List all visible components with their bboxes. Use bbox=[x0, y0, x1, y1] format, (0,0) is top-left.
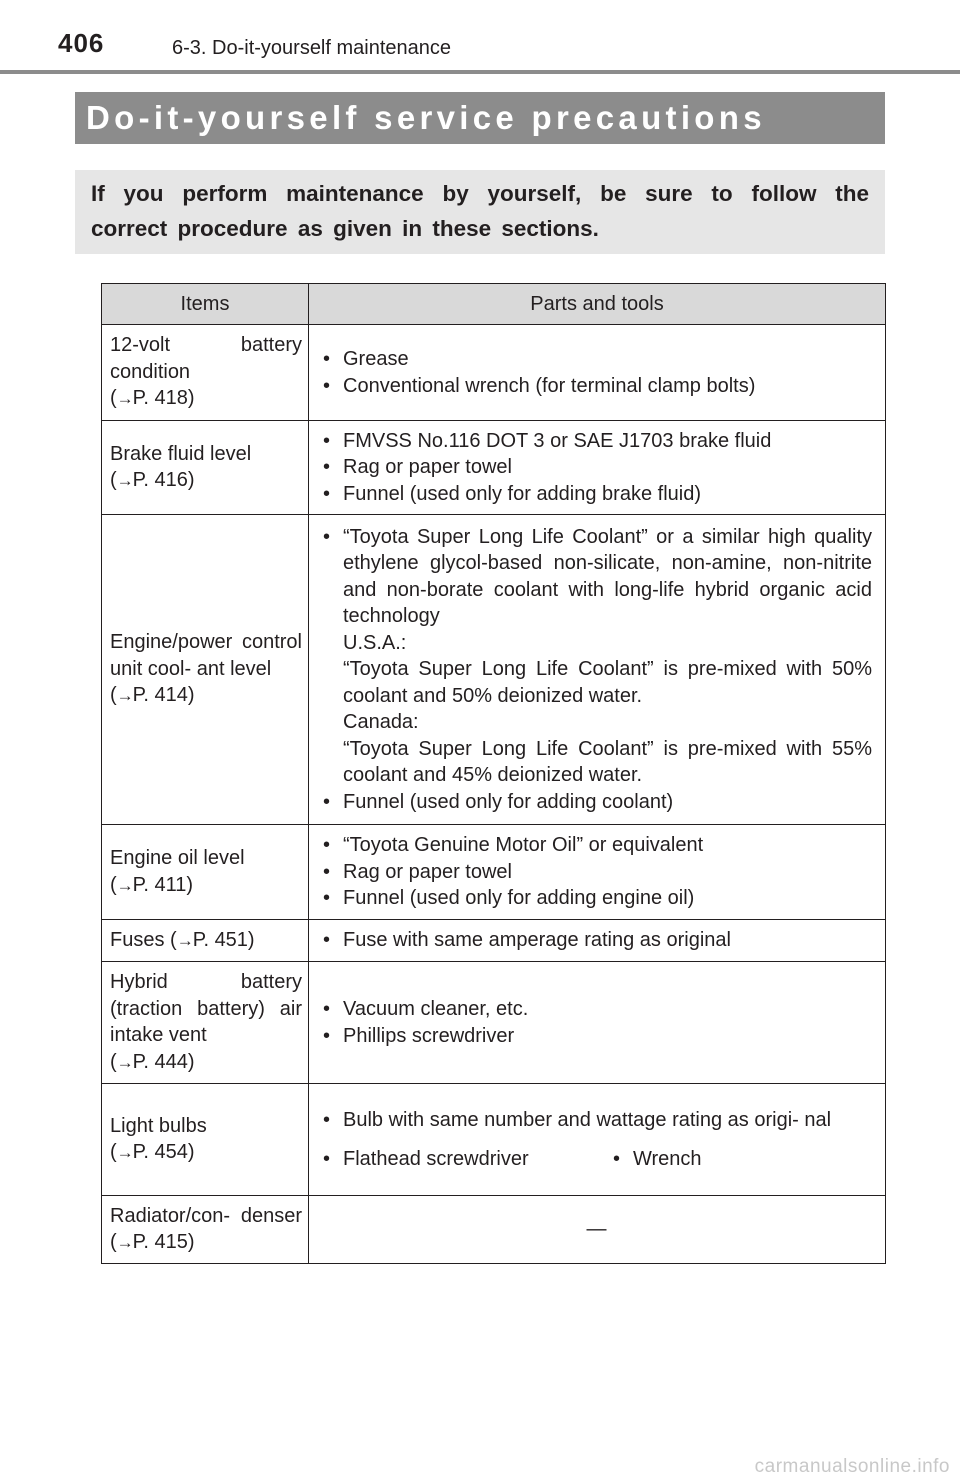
tool-item: • Rag or paper towel bbox=[321, 859, 872, 886]
tool-item: • FMVSS No.116 DOT 3 or SAE J1703 brake fluid bbox=[321, 428, 872, 455]
table-row bbox=[102, 825, 886, 920]
tools-cell bbox=[309, 920, 886, 962]
item-page-ref[interactable]: P. 415) bbox=[132, 1231, 195, 1253]
item-page-ref[interactable]: P. 418) bbox=[132, 387, 195, 410]
tool-subitem: U.S.A.: bbox=[343, 631, 407, 654]
item-name: Brake fluid level bbox=[110, 442, 252, 465]
tools-cell bbox=[309, 1196, 886, 1264]
parts-tools-table bbox=[101, 283, 886, 1264]
tool-item: • Funnel (used only for adding coolant) bbox=[321, 789, 872, 816]
tool-item: • Wrench bbox=[611, 1146, 702, 1173]
tool-subitem: “Toyota Super Long Life Coolant” is pre-mixed with 50% coolant and 50% deionized water. bbox=[343, 658, 872, 707]
item-cell bbox=[102, 1196, 309, 1264]
arrow-right-icon: → bbox=[116, 389, 134, 409]
item-page-ref[interactable]: P. 444) bbox=[132, 1050, 195, 1073]
intro-text: If you perform maintenance by yourself, be sure to follow the correct procedure as given in these sections. bbox=[91, 181, 869, 241]
column-header-parts-tools: Parts and tools bbox=[309, 284, 886, 325]
item-cell: Light bulbs (→P. 454) bbox=[102, 1084, 309, 1196]
tools-cell bbox=[309, 825, 886, 920]
tool-item: • “Toyota Genuine Motor Oil” or equivalent bbox=[321, 832, 872, 859]
item-name: Light bulbs bbox=[110, 1114, 207, 1137]
page-number: 406 bbox=[58, 28, 105, 58]
tool-pair bbox=[321, 1146, 872, 1173]
item-name: Radiator/con- denser ( bbox=[110, 1204, 302, 1253]
item-name: Engine/power control unit cool- ant level bbox=[110, 631, 302, 680]
item-cell: Engine/power control unit cool- ant level (→P. 414) bbox=[102, 515, 309, 825]
section-reference: 6-3. Do-it-yourself maintenance bbox=[172, 37, 452, 59]
item-name: Engine oil level bbox=[110, 847, 245, 869]
column-header-items: Items bbox=[102, 284, 309, 325]
tool-item: • Phillips screwdriver bbox=[321, 1023, 872, 1050]
item-cell: Engine oil level (→P. 411) bbox=[102, 825, 309, 920]
item-page-ref[interactable]: P. 454) bbox=[132, 1141, 195, 1163]
none-dash: — bbox=[586, 1218, 607, 1241]
tools-cell bbox=[309, 515, 886, 825]
tool-item: • Bulb with same number and wattage rating as origi- nal bbox=[321, 1107, 872, 1134]
tool-item: • Grease bbox=[321, 346, 872, 373]
tool-item: • Conventional wrench (for terminal clamp bolts) bbox=[321, 373, 872, 400]
table-row bbox=[102, 515, 886, 825]
section-title-bar bbox=[75, 92, 885, 144]
tool-item: • Funnel (used only for adding engine oil) bbox=[321, 885, 872, 912]
arrow-right-icon: → bbox=[176, 930, 194, 950]
tools-cell bbox=[309, 421, 886, 515]
table-row bbox=[102, 962, 886, 1084]
item-name: 12-volt battery condition bbox=[110, 334, 302, 383]
tool-item: • Rag or paper towel bbox=[321, 454, 872, 481]
item-name: Fuses ( bbox=[110, 928, 177, 951]
tools-cell bbox=[309, 1084, 886, 1196]
arrow-right-icon: → bbox=[116, 471, 134, 490]
item-cell: Hybrid battery (traction battery) air intake vent (→P. 444) bbox=[102, 962, 309, 1084]
page-title: Do-it-yourself service precautions bbox=[86, 99, 766, 136]
table-row bbox=[102, 325, 886, 421]
tool-subitem: “Toyota Super Long Life Coolant” is pre-mixed with 55% coolant and 45% deionized water. bbox=[343, 737, 872, 787]
tools-cell bbox=[309, 325, 886, 421]
tool-item: • Fuse with same amperage rating as original bbox=[321, 927, 872, 954]
item-name: Hybrid battery (traction battery) air intake vent bbox=[110, 971, 302, 1046]
item-page-ref[interactable]: P. 414) bbox=[132, 684, 195, 707]
tool-item: • Vacuum cleaner, etc. bbox=[321, 996, 872, 1023]
item-cell bbox=[102, 920, 309, 962]
item-page-ref[interactable]: P. 451) bbox=[192, 928, 255, 951]
tools-cell bbox=[309, 962, 886, 1084]
tool-item: • Flathead screwdriver bbox=[321, 1146, 611, 1173]
arrow-right-icon: → bbox=[116, 1143, 134, 1162]
item-page-ref[interactable]: P. 411) bbox=[132, 873, 194, 896]
item-cell: 12-volt battery condition (→P. 418) bbox=[102, 325, 309, 421]
watermark: carmanualsonline.info bbox=[754, 1456, 950, 1477]
item-cell: Brake fluid level (→P. 416) bbox=[102, 421, 309, 515]
table-row bbox=[102, 920, 886, 962]
arrow-right-icon: → bbox=[116, 1233, 134, 1252]
tool-item: • Funnel (used only for adding brake fluid) bbox=[321, 481, 872, 508]
table-row bbox=[102, 1084, 886, 1196]
item-page-ref[interactable]: P. 416) bbox=[132, 469, 195, 491]
arrow-right-icon: → bbox=[116, 686, 134, 706]
arrow-right-icon: → bbox=[116, 1052, 134, 1072]
header-divider bbox=[0, 70, 960, 74]
table-header-row bbox=[102, 284, 886, 325]
intro-box bbox=[75, 170, 885, 254]
tool-item: • “Toyota Super Long Life Coolant” or a similar high quality ethylene glycol-based non-silicate, non-amine, non-nitrite and non-borate coolant with long-life hybrid organic acid technology bbox=[321, 524, 872, 630]
table-row bbox=[102, 421, 886, 515]
arrow-right-icon: → bbox=[116, 875, 134, 895]
page-header bbox=[0, 0, 960, 76]
tool-subitem: Canada: bbox=[343, 711, 419, 734]
table-row bbox=[102, 1196, 886, 1264]
